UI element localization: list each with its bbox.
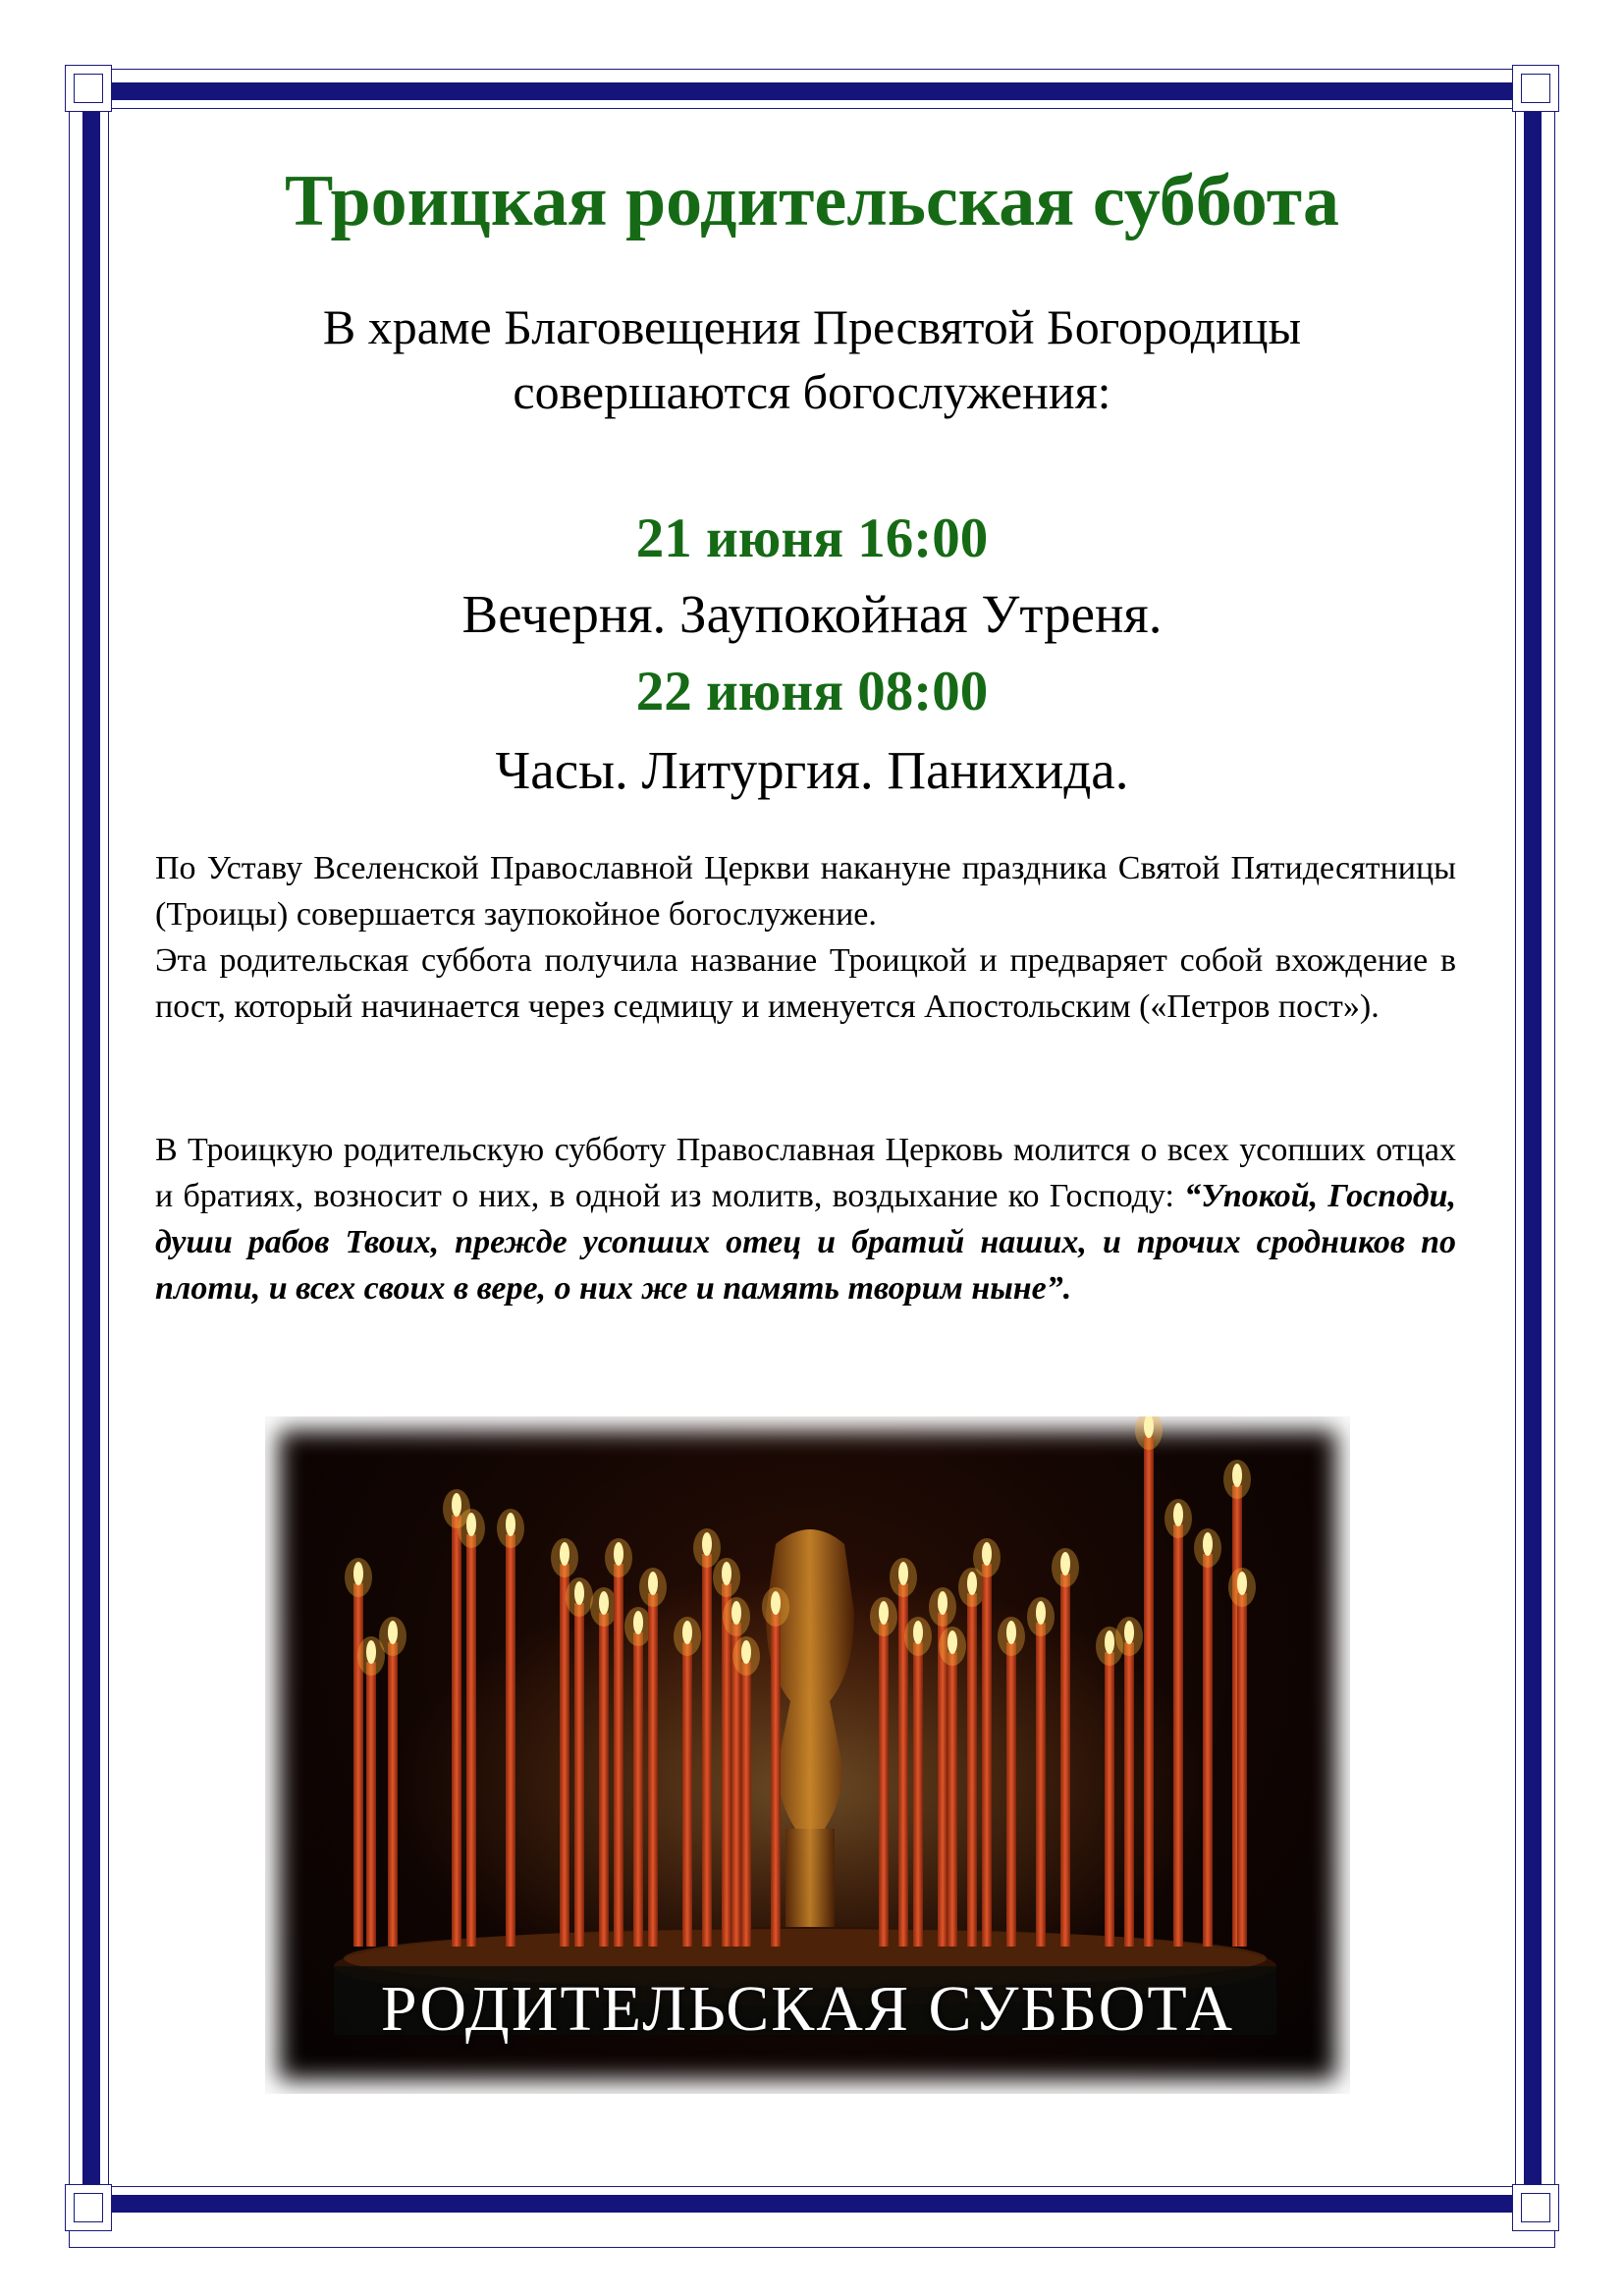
candles-image	[265, 1416, 1350, 2094]
candle-flame	[898, 1562, 908, 1585]
candle	[1036, 1623, 1046, 1947]
candle-flame	[574, 1581, 584, 1605]
candle-flame	[1237, 1572, 1247, 1595]
candle-flame	[1006, 1621, 1016, 1644]
candle-flame	[1036, 1601, 1046, 1625]
candle-flame	[353, 1562, 363, 1585]
candle	[1060, 1574, 1070, 1947]
candle	[388, 1642, 398, 1947]
candle-flame	[947, 1630, 957, 1654]
candle	[913, 1642, 923, 1947]
candle-flame	[388, 1621, 398, 1644]
frame-corner-br	[1512, 2184, 1559, 2231]
candle-flame	[731, 1601, 741, 1625]
candle-flame	[452, 1493, 461, 1517]
candle-flame	[682, 1621, 692, 1644]
candle-flame	[702, 1532, 712, 1556]
candle	[682, 1642, 692, 1947]
page-title: Троицкая родительская суббота	[284, 161, 1340, 241]
candle	[599, 1613, 609, 1947]
candle	[452, 1515, 461, 1947]
schedule-date-1: 21 июня 16:00	[635, 507, 989, 569]
candle	[1237, 1593, 1247, 1947]
candle-flame	[506, 1513, 515, 1536]
candle	[466, 1534, 476, 1947]
candle-flame	[1105, 1630, 1114, 1654]
frame-corner-bl	[65, 2184, 112, 2231]
candle-flame	[648, 1572, 658, 1595]
candle	[771, 1613, 781, 1947]
frame-border-top	[82, 82, 1542, 100]
candle-flame	[1060, 1552, 1070, 1575]
candle	[967, 1593, 977, 1947]
frame-corner-tl	[65, 65, 112, 112]
image-caption: РОДИТЕЛЬСКАЯ СУББОТА	[380, 1973, 1235, 2045]
frame-corner-tr	[1512, 65, 1559, 112]
subtitle-line-2: совершаются богослужения:	[513, 364, 1111, 419]
candle	[506, 1534, 515, 1947]
candle	[1124, 1642, 1134, 1947]
candle-flame	[599, 1591, 609, 1615]
candle	[1144, 1436, 1154, 1947]
frame-border-left	[82, 82, 100, 2213]
candle	[1203, 1554, 1213, 1947]
candle	[722, 1583, 731, 1947]
candle	[1173, 1524, 1183, 1947]
schedule-service-1: Вечерня. Заупокойная Утреня.	[461, 584, 1163, 644]
candle-flame	[466, 1513, 476, 1536]
candle	[1006, 1642, 1016, 1947]
candle-flame	[938, 1591, 947, 1615]
candle	[353, 1583, 363, 1947]
candle-flame	[1203, 1532, 1213, 1556]
candle	[366, 1662, 376, 1947]
candle	[741, 1662, 751, 1947]
candle	[982, 1564, 992, 1947]
candle-flame	[1124, 1621, 1134, 1644]
candle	[574, 1603, 584, 1947]
frame-border-bottom	[82, 2195, 1542, 2213]
candle	[1105, 1652, 1114, 1947]
candle-flame	[560, 1542, 569, 1566]
frame-border-right	[1524, 82, 1542, 2213]
paragraph-1	[155, 845, 1456, 1030]
candle-flame	[967, 1572, 977, 1595]
candle-flame	[1232, 1464, 1242, 1487]
candle-flame	[879, 1601, 889, 1625]
candle	[560, 1564, 569, 1947]
candle-flame	[1173, 1503, 1183, 1526]
prayer-quote: “Упокой, Господи, души рабов Твоих, прежде усопших отец и братий наших, и прочих сродников по плоти, и всех своих в вере, о них же и память творим ныне”.	[155, 1178, 1457, 1307]
candle	[648, 1593, 658, 1947]
subtitle	[147, 294, 1477, 424]
candle	[879, 1623, 889, 1947]
paragraph-2	[155, 1127, 1456, 1311]
candle-flame	[913, 1621, 923, 1644]
paragraph-1-sentence-2: Эта родительская суббота получила название Троицкой и предваряет собой вхождение в пост, который начинается через седмицу и именуется Апостольским («Петров пост»).	[155, 942, 1456, 1025]
candle-flame	[633, 1611, 643, 1634]
candle	[702, 1554, 712, 1947]
candle-flame	[366, 1640, 376, 1664]
subtitle-line-1: В храме Благовещения Пресвятой Богородицы	[322, 299, 1302, 354]
candle-flame	[771, 1591, 781, 1615]
schedule-service-2: Часы. Литургия. Панихида.	[495, 740, 1129, 800]
candle-flame	[741, 1640, 751, 1664]
candle-flame	[614, 1542, 623, 1566]
paragraph-1-sentence-1: По Уставу Вселенской Православной Церкви накануне праздника Святой Пятидесятницы (Троицы) совершается заупокойное богослужение.	[155, 850, 1456, 933]
schedule-date-2: 22 июня 08:00	[635, 661, 989, 722]
candle	[633, 1632, 643, 1947]
candle	[947, 1652, 957, 1947]
paragraph-2-intro: В Троицкую родительскую субботу Православная Церковь молится о всех усопших отцах и братиях, возносит о них, в одной из молитв, воздыхание ко Господу:	[155, 1132, 1456, 1214]
candle-flame	[982, 1542, 992, 1566]
candle	[614, 1564, 623, 1947]
candle-flame	[722, 1562, 731, 1585]
